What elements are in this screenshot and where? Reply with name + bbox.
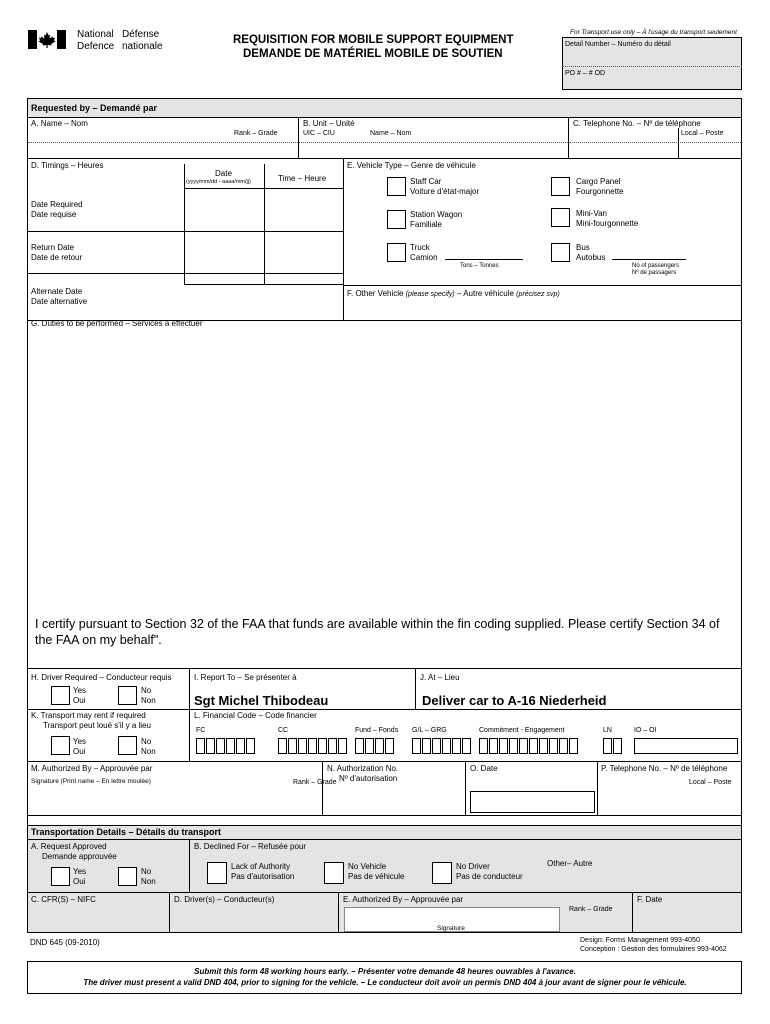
driver-no-checkbox[interactable] bbox=[118, 686, 137, 705]
driver-required-label: H. Driver Required – Conducteur requis bbox=[31, 673, 172, 682]
request-approved-en: A. Request Approved bbox=[31, 842, 107, 851]
rent-yes-en: Yes bbox=[73, 737, 87, 746]
cc-cell[interactable] bbox=[318, 738, 327, 754]
canada-flag-icon bbox=[28, 30, 66, 49]
io-label: IO – OI bbox=[634, 727, 657, 734]
conception-credit: Conception : Gestion des formulaires 993-4062 bbox=[580, 946, 727, 953]
date-format-label: (yyyy/mm/dd - aaaa/mm/jj) bbox=[186, 179, 251, 185]
date-required-fr: Date requise bbox=[31, 210, 77, 219]
no-vehicle-en: No Vehicle bbox=[348, 862, 387, 871]
mini-van-fr: Mini-fourgonnette bbox=[576, 219, 639, 228]
authorization-no-en: N. Authorization No. bbox=[327, 764, 399, 773]
lack-authority-fr: Pas d'autorisation bbox=[231, 872, 295, 881]
declined-for-label: B. Declined For – Refusée pour bbox=[194, 842, 307, 851]
fc-cell[interactable] bbox=[196, 738, 205, 754]
rent-no-fr: Non bbox=[141, 747, 156, 756]
cc-cell[interactable] bbox=[278, 738, 287, 754]
driver-yes-fr: Oui bbox=[73, 696, 86, 705]
gl-cell[interactable] bbox=[462, 738, 471, 754]
cc-label: CC bbox=[278, 727, 289, 734]
commitment-cell[interactable] bbox=[569, 738, 578, 754]
passengers-fr: Nº de passagers bbox=[632, 270, 677, 276]
no-driver-checkbox[interactable] bbox=[432, 862, 452, 884]
fc-cell[interactable] bbox=[246, 738, 255, 754]
fund-cell[interactable] bbox=[355, 738, 364, 754]
transport-rent-fr: Transport peut loué s'il y a lieu bbox=[43, 721, 151, 730]
form-title-fr: DEMANDE DE MATÉRIEL MOBILE DE SOUTIEN bbox=[243, 48, 503, 60]
commitment-cell[interactable] bbox=[559, 738, 568, 754]
local-label: Local – Poste bbox=[681, 130, 724, 137]
approved-no-checkbox[interactable] bbox=[118, 867, 137, 886]
gl-cell[interactable] bbox=[422, 738, 431, 754]
transport-rent-en: K. Transport may rent if required bbox=[31, 711, 146, 720]
date-required-input[interactable] bbox=[185, 189, 264, 231]
cargo-panel-en: Cargo Panel bbox=[576, 177, 621, 186]
date-o-input[interactable] bbox=[470, 791, 595, 813]
lack-authority-en: Lack of Authority bbox=[231, 862, 291, 871]
truck-checkbox[interactable] bbox=[387, 243, 406, 262]
at-value[interactable]: Deliver car to A-16 Niederheid bbox=[422, 693, 607, 708]
station-wagon-en: Station Wagon bbox=[410, 210, 463, 219]
cc-cell[interactable] bbox=[288, 738, 297, 754]
alternate-date-en: Alternate Date bbox=[31, 287, 83, 296]
fc-cell[interactable] bbox=[226, 738, 235, 754]
name-label: A. Name – Nom bbox=[31, 119, 88, 128]
transport-use-only: For Transport use only – À l'usage du transport seulement bbox=[570, 29, 737, 36]
detail-number-label: Detail Number – Numéro du détail bbox=[565, 41, 671, 48]
date-column-label: Date bbox=[215, 169, 232, 178]
certify-statement: I certify pursuant to Section 32 of the FAA that funds are available within the fin coding supplied. Please certify Section 34 of the FAA on my behalf". bbox=[35, 617, 720, 647]
ln-label: LN bbox=[603, 727, 612, 734]
approved-yes-checkbox[interactable] bbox=[51, 867, 70, 886]
approved-yes-fr: Oui bbox=[73, 877, 86, 886]
org-fr-line1: Défense bbox=[122, 29, 160, 40]
return-date-input[interactable] bbox=[185, 232, 264, 273]
commitment-cell[interactable] bbox=[489, 738, 498, 754]
cc-cell[interactable] bbox=[298, 738, 307, 754]
no-driver-en: No Driver bbox=[456, 862, 490, 871]
timings-label: D. Timings – Heures bbox=[31, 161, 104, 170]
po-label: PO # – # OD bbox=[565, 70, 606, 77]
no-vehicle-fr: Pas de véhicule bbox=[348, 872, 405, 881]
ln-cell[interactable] bbox=[603, 738, 612, 754]
no-vehicle-checkbox[interactable] bbox=[324, 862, 344, 884]
notice-line1: Submit this form 48 working hours early. – Présenter votre demande 48 heures ouvrables à l'avance. bbox=[194, 967, 576, 976]
notice-line2: The driver must present a valid DND 404, prior to signing for the vehicle. – Le conducteur doit avoir un permis DND 404 à jour avant de signer pour le véhicule. bbox=[83, 978, 687, 987]
time-required-input[interactable] bbox=[265, 189, 343, 231]
other-reason-label: Other– Autre bbox=[547, 859, 593, 868]
truck-fr: Camion bbox=[410, 253, 438, 262]
bus-checkbox[interactable] bbox=[551, 243, 570, 262]
signature-print-label: Signature (Print name – En lettre moulée) bbox=[31, 778, 151, 785]
date-required-en: Date Required bbox=[31, 200, 83, 209]
fund-cell[interactable] bbox=[385, 738, 394, 754]
phone-local-label: Local – Poste bbox=[689, 779, 732, 786]
report-to-value[interactable]: Sgt Michel Thibodeau bbox=[194, 693, 329, 708]
transport-date-label: F. Date bbox=[637, 895, 663, 904]
gl-cell[interactable] bbox=[442, 738, 451, 754]
commitment-cell[interactable] bbox=[519, 738, 528, 754]
report-to-label: I. Report To – Se présenter à bbox=[194, 673, 297, 682]
cfr-label: C. CFR(S) – NIFC bbox=[31, 895, 96, 904]
commitment-cell[interactable] bbox=[529, 738, 538, 754]
gl-cell[interactable] bbox=[432, 738, 441, 754]
return-date-fr: Date de retour bbox=[31, 253, 83, 262]
financial-code-label: L. Financial Code – Code financier bbox=[194, 711, 317, 720]
approved-no-en: No bbox=[141, 867, 152, 876]
org-en-line1: National bbox=[77, 29, 114, 40]
tons-label: Tons – Tonnes bbox=[460, 263, 499, 269]
station-wagon-fr: Familiale bbox=[410, 220, 443, 229]
approved-yes-en: Yes bbox=[73, 867, 87, 876]
passengers-en: No of passengers bbox=[632, 263, 680, 269]
transport-rank-label: Rank – Grade bbox=[569, 906, 613, 913]
transport-signature-label: Signature bbox=[437, 925, 465, 932]
io-input[interactable] bbox=[634, 738, 738, 754]
telephone-label: C. Telephone No. – Nº de téléphone bbox=[573, 119, 701, 128]
mini-van-checkbox[interactable] bbox=[551, 208, 570, 227]
fund-cell[interactable] bbox=[375, 738, 384, 754]
truck-en: Truck bbox=[410, 243, 430, 252]
commitment-cell[interactable] bbox=[509, 738, 518, 754]
passengers-input[interactable] bbox=[612, 259, 686, 260]
return-time-input[interactable] bbox=[265, 232, 343, 273]
lack-authority-checkbox[interactable] bbox=[207, 862, 227, 884]
bus-en: Bus bbox=[576, 243, 590, 252]
approved-no-fr: Non bbox=[141, 877, 156, 886]
driver-no-en: No bbox=[141, 686, 152, 695]
requested-by-heading: Requested by – Demandé par bbox=[31, 103, 158, 113]
station-wagon-checkbox[interactable] bbox=[387, 210, 406, 229]
transport-details-heading: Transportation Details – Détails du transport bbox=[31, 827, 222, 837]
gl-cell[interactable] bbox=[452, 738, 461, 754]
date-o-label: O. Date bbox=[470, 764, 498, 773]
ln-cell[interactable] bbox=[613, 738, 622, 754]
gl-cell[interactable] bbox=[412, 738, 421, 754]
driver-yes-en: Yes bbox=[73, 686, 87, 695]
staff-car-en: Staff Car bbox=[410, 177, 442, 186]
commitment-cell[interactable] bbox=[499, 738, 508, 754]
phone-p-label: P. Telephone No. – Nº de téléphone bbox=[601, 764, 728, 773]
fund-label: Fund – Fonds bbox=[355, 727, 399, 734]
auth-rank-label: Rank – Grade bbox=[293, 779, 337, 786]
request-approved-fr: Demande approuvée bbox=[42, 852, 117, 861]
alternate-date-fr: Date alternative bbox=[31, 297, 88, 306]
authorized-by-label: M. Authorized By – Approuvée par bbox=[31, 764, 153, 773]
commitment-cell[interactable] bbox=[549, 738, 558, 754]
unit-label: B. Unit – Unité bbox=[303, 119, 355, 128]
fc-cell[interactable] bbox=[216, 738, 225, 754]
form-number: DND 645 (09-2010) bbox=[30, 938, 100, 947]
fc-cell[interactable] bbox=[236, 738, 245, 754]
rent-yes-checkbox[interactable] bbox=[51, 736, 70, 755]
other-vehicle-label: F. Other Vehicle (please specify) – Autre véhicule (précisez svp) bbox=[347, 289, 560, 298]
rent-no-en: No bbox=[141, 737, 152, 746]
cc-cell[interactable] bbox=[308, 738, 317, 754]
fc-label: FC bbox=[196, 727, 206, 734]
fund-cell[interactable] bbox=[365, 738, 374, 754]
rent-yes-fr: Oui bbox=[73, 747, 86, 756]
org-fr-line2: nationale bbox=[122, 41, 163, 52]
rank-label: Rank – Grade bbox=[234, 130, 278, 137]
drivers-label: D. Driver(s) – Conducteur(s) bbox=[174, 895, 275, 904]
staff-car-fr: Voiture d'état-major bbox=[410, 187, 480, 196]
transport-authorized-label: E. Authorized By – Approuvée par bbox=[343, 895, 464, 904]
cargo-panel-fr: Fourgonnette bbox=[576, 187, 624, 196]
commitment-label: Commitment - Engagement bbox=[479, 727, 565, 734]
at-label: J. At – Lieu bbox=[420, 673, 460, 682]
cc-cell[interactable] bbox=[338, 738, 347, 754]
staff-car-checkbox[interactable] bbox=[387, 177, 406, 196]
duties-label: G. Duties to be performed – Services à effectuer bbox=[31, 319, 203, 328]
vehicle-type-label: E. Vehicle Type – Genre de véhicule bbox=[347, 161, 476, 170]
design-credit: Design: Forms Management 993-4050 bbox=[580, 937, 700, 944]
form-title-en: REQUISITION FOR MOBILE SUPPORT EQUIPMENT bbox=[233, 34, 514, 46]
uic-label: UIC – CIU bbox=[303, 130, 335, 137]
bus-fr: Autobus bbox=[576, 253, 606, 262]
unit-name-label: Name – Nom bbox=[370, 130, 412, 137]
mini-van-en: Mini-Van bbox=[576, 209, 607, 218]
no-driver-fr: Pas de conducteur bbox=[456, 872, 523, 881]
rent-no-checkbox[interactable] bbox=[118, 736, 137, 755]
driver-no-fr: Non bbox=[141, 696, 156, 705]
gl-label: G/L – GRG bbox=[412, 727, 447, 734]
tons-input[interactable] bbox=[445, 259, 523, 260]
commitment-cell[interactable] bbox=[479, 738, 488, 754]
cargo-panel-checkbox[interactable] bbox=[551, 177, 570, 196]
fc-cell[interactable] bbox=[206, 738, 215, 754]
cc-cell[interactable] bbox=[328, 738, 337, 754]
commitment-cell[interactable] bbox=[539, 738, 548, 754]
time-column-label: Time – Heure bbox=[278, 174, 327, 183]
authorization-no-fr: Nº d'autorisation bbox=[339, 774, 398, 783]
org-en-line2: Defence bbox=[77, 41, 115, 52]
driver-yes-checkbox[interactable] bbox=[51, 686, 70, 705]
return-date-en: Return Date bbox=[31, 243, 75, 252]
